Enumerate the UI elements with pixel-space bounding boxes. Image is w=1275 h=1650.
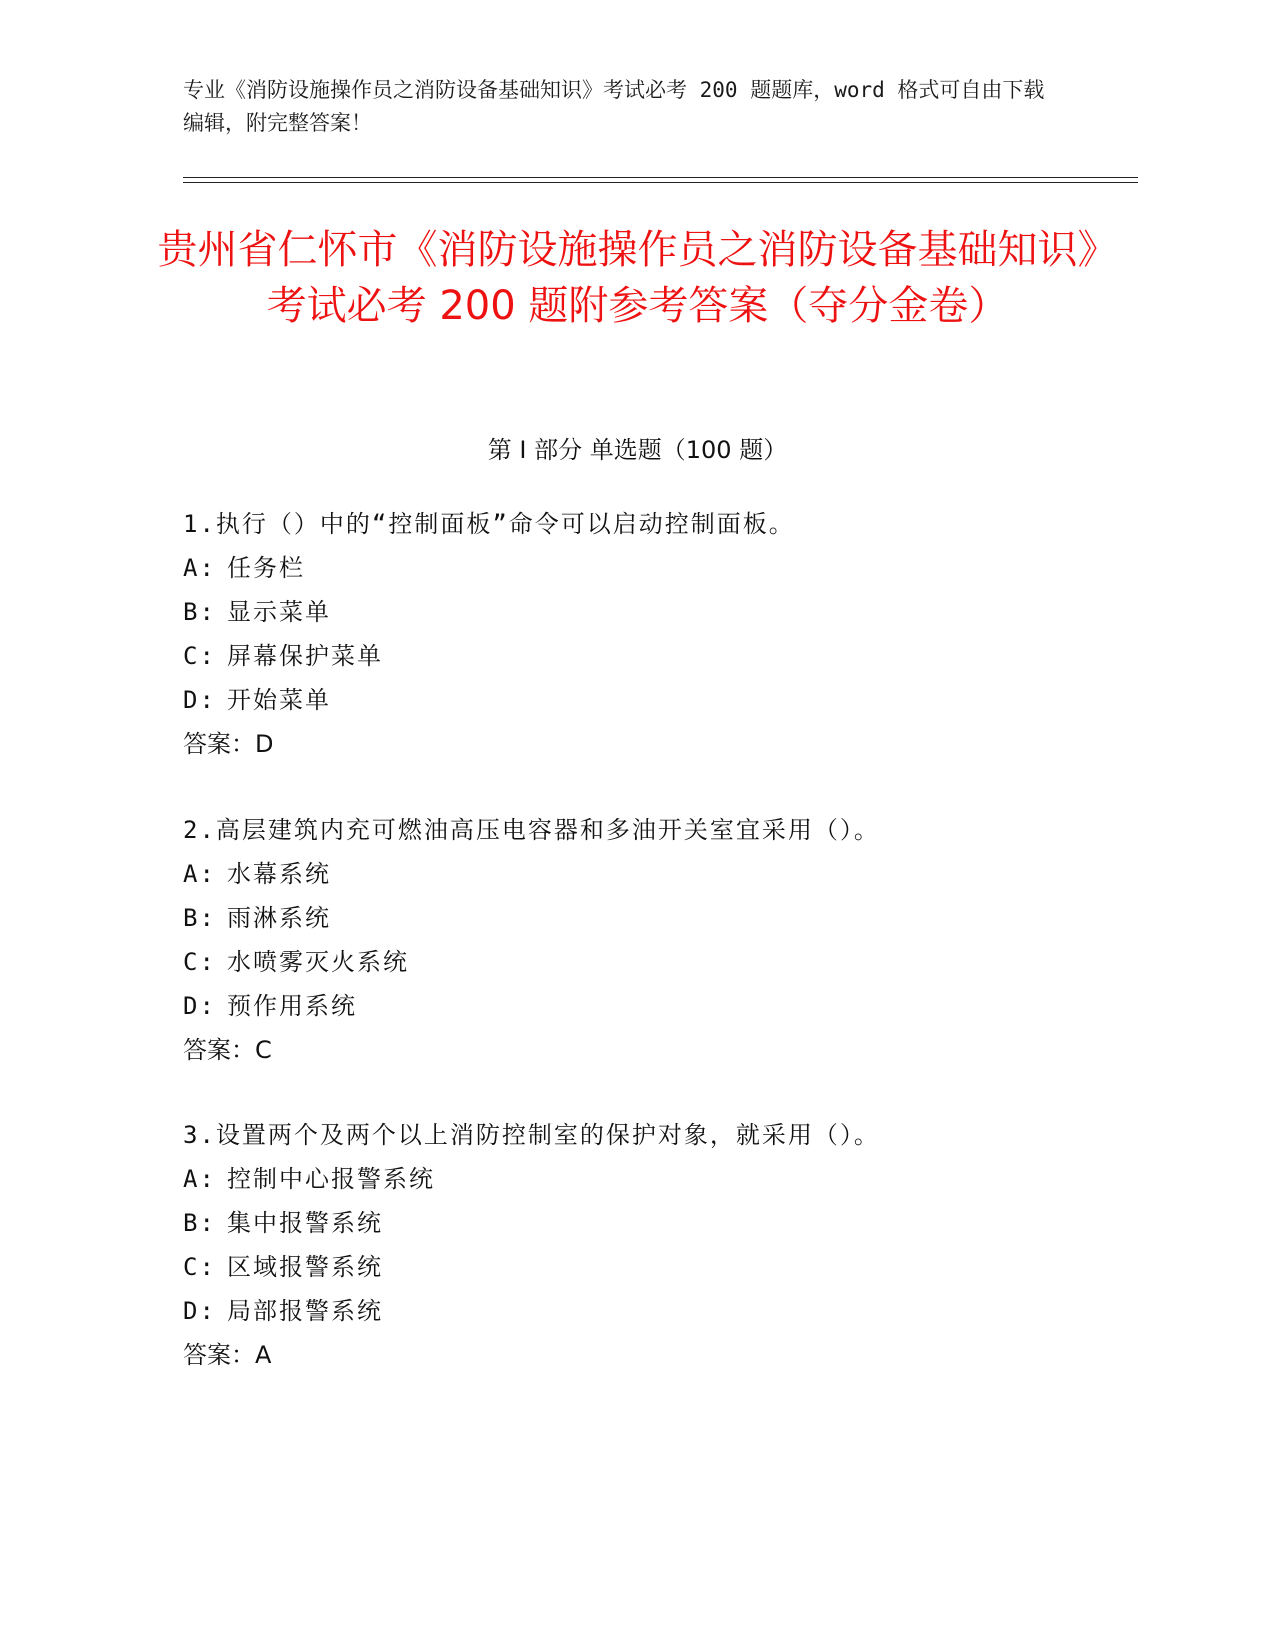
option-letter: D: — [183, 686, 216, 714]
answer-line: 答案：C — [183, 1036, 272, 1064]
question-stem: 3.设置两个及两个以上消防控制室的保护对象，就采用（）。 — [183, 1121, 880, 1149]
answer-line: 答案：A — [183, 1341, 272, 1369]
option-c — [183, 1245, 1133, 1289]
option-text: 预作用系统 — [227, 992, 357, 1020]
question-block — [183, 808, 1133, 1072]
option-letter: B: — [183, 904, 216, 932]
option-text: 屏幕保护菜单 — [227, 642, 383, 670]
option-d — [183, 1289, 1133, 1333]
option-d — [183, 984, 1133, 1028]
option-text: 局部报警系统 — [227, 1297, 383, 1325]
question-stem: 1.执行（）中的“控制面板”命令可以启动控制面板。 — [183, 510, 795, 538]
option-b — [183, 1201, 1133, 1245]
option-text: 水幕系统 — [227, 860, 331, 888]
option-b — [183, 896, 1133, 940]
answer-line: 答案：D — [183, 730, 274, 758]
option-text: 显示菜单 — [227, 598, 331, 626]
header-divider-bottom — [183, 182, 1138, 183]
section-heading: 第 I 部分 单选题（100 题） — [487, 436, 788, 464]
option-letter: D: — [183, 1297, 216, 1325]
option-text: 任务栏 — [227, 554, 305, 582]
option-c — [183, 634, 1133, 678]
option-text: 雨淋系统 — [227, 904, 331, 932]
question-block — [183, 502, 1133, 766]
option-text: 集中报警系统 — [227, 1209, 383, 1237]
option-letter: A: — [183, 554, 216, 582]
option-letter: A: — [183, 860, 216, 888]
option-letter: C: — [183, 948, 216, 976]
option-text: 区域报警系统 — [227, 1253, 383, 1281]
option-letter: B: — [183, 1209, 216, 1237]
option-letter: B: — [183, 598, 216, 626]
option-c — [183, 940, 1133, 984]
option-letter: C: — [183, 1253, 216, 1281]
option-a — [183, 546, 1133, 590]
option-letter: C: — [183, 642, 216, 670]
option-text: 水喷雾灭火系统 — [227, 948, 409, 976]
option-text: 控制中心报警系统 — [227, 1165, 435, 1193]
header-note: 专业《消防设施操作员之消防设备基础知识》考试必考 200 题题库，word 格式可自由下载编辑，附完整答案！ — [183, 78, 1045, 135]
option-d — [183, 678, 1133, 722]
option-b — [183, 590, 1133, 634]
document-title: 贵州省仁怀市《消防设施操作员之消防设备基础知识》考试必考 200 题附参考答案（夺分金卷） — [157, 227, 1118, 329]
option-text: 开始菜单 — [227, 686, 331, 714]
option-letter: A: — [183, 1165, 216, 1193]
option-a — [183, 852, 1133, 896]
header-divider-top — [183, 177, 1138, 178]
question-block — [183, 1113, 1133, 1377]
option-letter: D: — [183, 992, 216, 1020]
option-a — [183, 1157, 1133, 1201]
question-stem: 2.高层建筑内充可燃油高压电容器和多油开关室宜采用（）。 — [183, 816, 880, 844]
